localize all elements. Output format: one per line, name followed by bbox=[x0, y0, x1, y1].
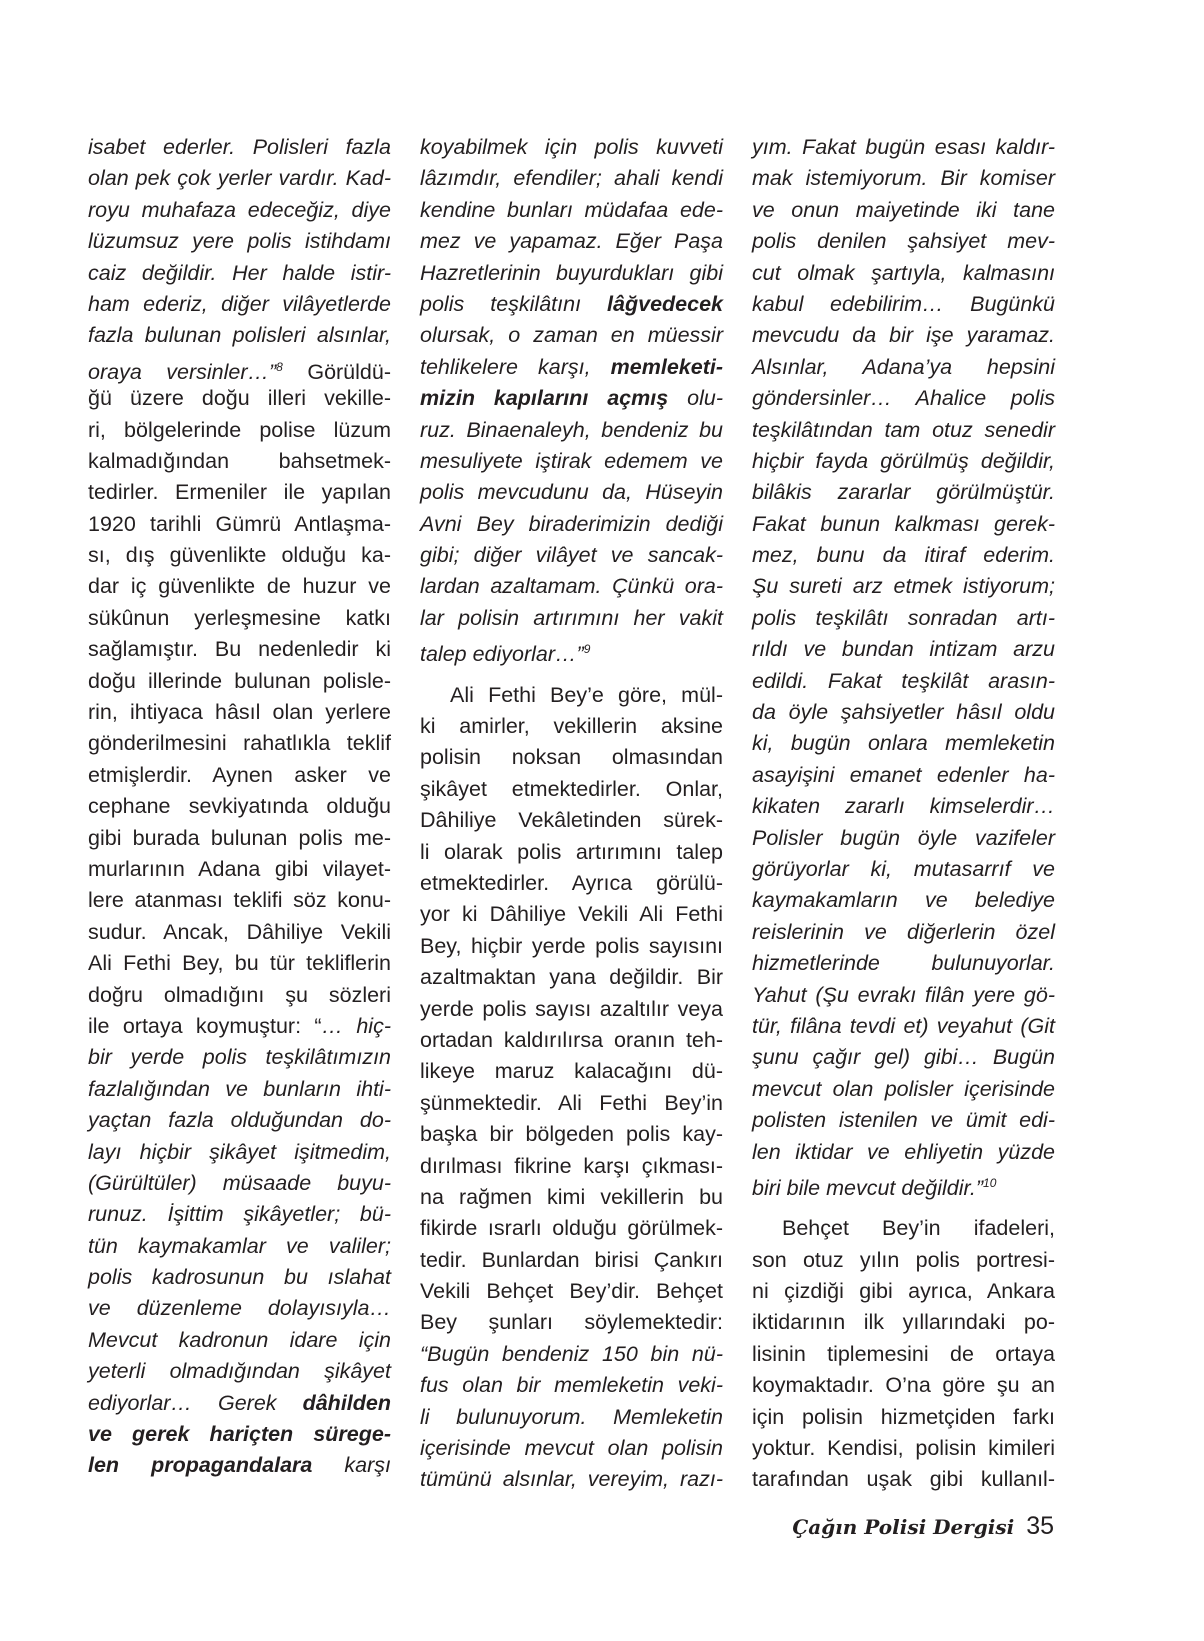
text-line: lar polisin artırımını her vakit bbox=[420, 605, 723, 630]
text-line: biri bile mevcut değildir.”$^{10}$ bbox=[752, 1175, 997, 1200]
text-line: “Bugün bendeniz 150 bin nü- bbox=[420, 1341, 723, 1366]
text-line: olan pek çok yerler vardır. Kad- bbox=[88, 166, 391, 191]
text-line: polis kadrosunun bu ıslahat bbox=[88, 1265, 391, 1290]
text-line: içerisinde mevcut olan polisin bbox=[420, 1436, 723, 1461]
text-line: şünmektedir. Ali Fethi Bey’in bbox=[420, 1090, 723, 1115]
text-line: tedirler. Ermeniler ile yapılan bbox=[88, 480, 391, 505]
text-line: Behçet Bey’in ifadeleri, bbox=[782, 1216, 1055, 1241]
text-line: ediyorlar… Gerek dâhilden bbox=[88, 1390, 391, 1415]
text-line: mevcut olan polisler içerisinde bbox=[752, 1076, 1055, 1101]
text-line: tehlikelere karşı, memleketi- bbox=[420, 354, 723, 379]
text-line: sağlamıştır. Bu nedenledir ki bbox=[88, 637, 391, 662]
text-line: yoktur. Kendisi, polisin kimileri bbox=[752, 1436, 1055, 1461]
text-line: görüyorlar ki, mutasarrıf ve bbox=[752, 856, 1055, 881]
text-line: iktidarının ilk yıllarındaki po- bbox=[752, 1310, 1055, 1335]
text-line: olursak, o zaman en müessir bbox=[420, 323, 723, 348]
text-line: li bulunuyorum. Memleketin bbox=[420, 1404, 723, 1429]
text-line: doğu illerinde bulunan polisle- bbox=[88, 668, 391, 693]
text-line: fus olan bir memleketin veki- bbox=[420, 1373, 723, 1398]
text-line: teşkilâtından tam otuz senedir bbox=[752, 417, 1055, 442]
text-line: ri, bölgelerinde polise lüzum bbox=[88, 417, 391, 442]
text-line: lâzımdır, efendiler; ahali kendi bbox=[420, 166, 723, 191]
text-line: layı hiçbir şikâyet işitmedim, bbox=[88, 1139, 391, 1164]
text-line: kaymakamların ve belediye bbox=[752, 888, 1055, 913]
text-line: etmektedirler. Ayrıca görülü- bbox=[420, 870, 723, 895]
text-line: asayişini emanet edenler ha- bbox=[752, 762, 1055, 787]
text-line: polis teşkilâtı sonradan artı- bbox=[752, 605, 1055, 630]
text-line: Şu sureti arz etmek istiyorum; bbox=[752, 574, 1055, 599]
text-line: isabet ederler. Polisleri fazla bbox=[88, 135, 391, 159]
text-line: tür, filâna tevdi et) veyahut (Git bbox=[752, 1013, 1055, 1038]
text-line: len iktidar ve ehliyetin yüzde bbox=[752, 1139, 1055, 1164]
journal-title: Çağın Polisi Dergisi bbox=[792, 1515, 1015, 1539]
text-line: hizmetlerinde bulunuyorlar. bbox=[752, 951, 1055, 976]
text-line: azaltmaktan yana değildir. Bir bbox=[420, 965, 723, 990]
text-line: sı, dış güvenlikte olduğu ka- bbox=[88, 543, 391, 568]
text-line: lardan azaltamam. Çünkü ora- bbox=[420, 574, 723, 599]
page-number: 35 bbox=[1026, 1512, 1054, 1540]
text-line: kendine bunları müdafaa ede- bbox=[420, 197, 723, 222]
text-line: len propagandalara karşı bbox=[88, 1453, 391, 1478]
text-line: yaçtan fazla olduğundan do- bbox=[88, 1108, 391, 1133]
text-line: polis denilen şahsiyet mev- bbox=[752, 229, 1055, 254]
text-line: şunu çağır gel) gibi… Bugün bbox=[752, 1045, 1055, 1070]
text-line: Polisler bugün öyle vazifeler bbox=[752, 825, 1055, 850]
text-line: tarafından uşak gibi kullanıl- bbox=[752, 1467, 1055, 1492]
text-line: rıldı ve bundan intizam arzu bbox=[752, 637, 1055, 662]
text-line: ki amirler, vekillerin aksine bbox=[420, 714, 723, 739]
text-line: son otuz yılın polis portresi- bbox=[752, 1247, 1055, 1272]
text-line: rin, ihtiyaca hâsıl olan yerlere bbox=[88, 700, 391, 725]
text-line: runuz. İşittim şikâyetler; bü- bbox=[88, 1202, 391, 1227]
text-line: gönderilmesini rahatlıkla teklif bbox=[88, 731, 391, 756]
text-line: yerde polis sayısı azaltılır veya bbox=[420, 996, 723, 1021]
text-line: li olarak polis artırımını talep bbox=[420, 839, 723, 864]
text-line: yor ki Dâhiliye Vekili Ali Fethi bbox=[420, 902, 723, 927]
text-line: Ali Fethi Bey, bu tür tekliflerin bbox=[88, 951, 391, 976]
text-line: koymaktadır. O’na göre şu an bbox=[752, 1373, 1055, 1398]
text-line: sükûnun yerleşmesine katkı bbox=[88, 605, 391, 630]
text-line: Avni Bey biraderimizin dediği bbox=[420, 511, 723, 536]
text-line: na rağmen kimi vekillerin bu bbox=[420, 1184, 723, 1209]
text-line: mez, bunu da itiraf ederim. bbox=[752, 543, 1055, 568]
text-line: kabul edebilirim… Bugünkü bbox=[752, 291, 1055, 316]
text-line: tedir. Bunlardan birisi Çankırı bbox=[420, 1247, 723, 1272]
text-line: bilâkis zararlar görülmüştür. bbox=[752, 480, 1055, 505]
text-line: ve düzenleme dolayısıyla… bbox=[88, 1296, 391, 1321]
text-line: sudur. Ancak, Dâhiliye Vekili bbox=[88, 919, 391, 944]
text-line: mizin kapılarını açmış olu- bbox=[420, 386, 723, 411]
text-line: lisinin tiplemesini de ortaya bbox=[752, 1341, 1055, 1366]
text-line: ni çizdiği gibi ayrıca, Ankara bbox=[752, 1279, 1055, 1304]
text-line: koyabilmek için polis kuvveti bbox=[420, 135, 723, 159]
text-line: ruz. Binaenaleyh, bendeniz bu bbox=[420, 417, 723, 442]
text-line: mez ve yapamaz. Eğer Paşa bbox=[420, 229, 723, 254]
text-line: bir yerde polis teşkilâtımızın bbox=[88, 1045, 391, 1070]
text-line: yım. Fakat bugün esası kaldır- bbox=[752, 135, 1055, 159]
text-line: caiz değildir. Her halde istir- bbox=[88, 260, 391, 285]
text-line: kikaten zararlı kimselerdir… bbox=[752, 794, 1055, 819]
text-line: da öyle şahsiyetler hâsıl oldu bbox=[752, 700, 1055, 725]
text-line: gibi; diğer vilâyet ve sancak- bbox=[420, 543, 723, 568]
text-line: cephane sevkiyatında olduğu bbox=[88, 794, 391, 819]
text-line: mesuliyete iştirak edemem ve bbox=[420, 448, 723, 473]
text-line: (Gürültüler) müsaade buyu- bbox=[88, 1170, 391, 1195]
text-line: Alsınlar, Adana’ya hepsini bbox=[752, 354, 1055, 379]
text-line: hiçbir fayda görülmüş değildir, bbox=[752, 448, 1055, 473]
text-line: lüzumsuz yere polis istihdamı bbox=[88, 229, 391, 254]
footnote-ref: 8 bbox=[276, 359, 283, 374]
text-line: etmişlerdir. Aynen asker ve bbox=[88, 762, 391, 787]
text-line: lere atanması teklifi söz konu- bbox=[88, 888, 391, 913]
text-line: dırılması fikrine karşı çıkması- bbox=[420, 1153, 723, 1178]
text-line: ve onun maiyetinde iki tane bbox=[752, 197, 1055, 222]
text-line: Fakat bunun kalkması gerek- bbox=[752, 511, 1055, 536]
text-line: başka bir bölgeden polis kay- bbox=[420, 1122, 723, 1147]
text-line: yeterli olmadığından şikâyet bbox=[88, 1359, 391, 1384]
text-line: polisten istenilen ve ümit edi- bbox=[752, 1108, 1055, 1133]
text-line: Yahut (Şu evrakı filân yere gö- bbox=[752, 982, 1055, 1007]
text-column-1 bbox=[88, 132, 391, 1482]
text-line: Dâhiliye Vekâletinden sürek- bbox=[420, 808, 723, 833]
text-line: ğü üzere doğu illeri vekille- bbox=[88, 386, 391, 411]
text-line: polis teşkilâtını lâğvedecek bbox=[420, 291, 723, 316]
footnote-ref: 10 bbox=[983, 1175, 997, 1190]
text-line: edildi. Fakat teşkilât arasın- bbox=[752, 668, 1055, 693]
text-line: dar iç güvenlikte de huzur ve bbox=[88, 574, 391, 599]
text-line: tümünü alsınlar, vereyim, razı- bbox=[420, 1467, 723, 1492]
text-line: royu muhafaza edeceğiz, diye bbox=[88, 197, 391, 222]
text-line: mevcudu da bir işe yaramaz. bbox=[752, 323, 1055, 348]
text-line: ile ortaya koymuştur: “… hiç- bbox=[88, 1013, 391, 1038]
page-footer bbox=[792, 1512, 1054, 1541]
text-line: ortadan kaldırılırsa oranın teh- bbox=[420, 1027, 723, 1052]
text-line: Hazretlerinin buyurdukları gibi bbox=[420, 260, 723, 285]
text-line: mak istemiyorum. Bir komiser bbox=[752, 166, 1055, 191]
text-line: doğru olmadığını şu sözleri bbox=[88, 982, 391, 1007]
text-line: polis mevcudunu da, Hüseyin bbox=[420, 480, 723, 505]
text-line: reislerinin ve diğerlerin özel bbox=[752, 919, 1055, 944]
text-line: polisin noksan olmasından bbox=[420, 745, 723, 770]
text-line: Mevcut kadronun idare için bbox=[88, 1327, 391, 1352]
text-line: kalmadığından bahsetmek- bbox=[88, 448, 391, 473]
text-line: ki, bugün onlara memleketin bbox=[752, 731, 1055, 756]
text-line: 1920 tarihli Gümrü Antlaşma- bbox=[88, 511, 391, 536]
footnote-ref: 9 bbox=[583, 642, 591, 657]
text-line: Bey, hiçbir yerde polis sayısını bbox=[420, 933, 723, 958]
text-line: oraya versinler…”$^8$ Görüldü- bbox=[88, 359, 391, 384]
text-line: murlarının Adana gibi vilayet- bbox=[88, 856, 391, 881]
text-line: fazla bulunan polisleri alsınlar, bbox=[88, 323, 391, 348]
text-line: Vekili Behçet Bey’dir. Behçet bbox=[420, 1279, 723, 1304]
text-line: için polisin hizmetçiden farkı bbox=[752, 1404, 1055, 1429]
text-column-2 bbox=[420, 132, 723, 1496]
text-column-3 bbox=[752, 132, 1055, 1496]
text-line: ve gerek hariçten sürege- bbox=[88, 1422, 391, 1447]
text-line: gibi burada bulunan polis me- bbox=[88, 825, 391, 850]
text-line: likeye maruz kalacağını dü- bbox=[420, 1059, 723, 1084]
text-line: tün kaymakamlar ve valiler; bbox=[88, 1233, 391, 1258]
text-line: Bey şunları söylemektedir: bbox=[420, 1310, 723, 1335]
text-line: fazlalığından ve bunların ihti- bbox=[88, 1076, 391, 1101]
text-line: Ali Fethi Bey’e göre, mül- bbox=[450, 682, 723, 707]
text-line: ham ederiz, diğer vilâyetlerde bbox=[88, 291, 391, 316]
text-line: cut olmak şartıyla, kalmasını bbox=[752, 260, 1055, 285]
text-line: göndersinler… Ahalice polis bbox=[752, 386, 1055, 411]
text-line: talep ediyorlar…”$^9$ bbox=[420, 642, 591, 667]
text-line: fikirde ısrarlı olduğu görülmek- bbox=[420, 1216, 723, 1241]
text-line: şikâyet etmektedirler. Onlar, bbox=[420, 776, 723, 801]
